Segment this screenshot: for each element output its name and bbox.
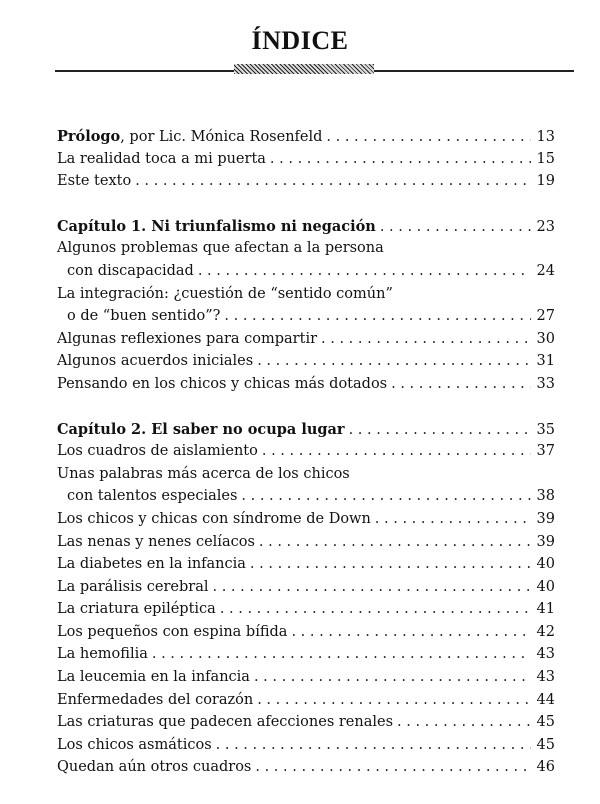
dot-leader bbox=[326, 129, 531, 145]
toc-entry[interactable] bbox=[57, 737, 555, 760]
page-number: 27 bbox=[536, 308, 555, 325]
toc-entry[interactable] bbox=[57, 624, 555, 647]
toc-entry-heading: Capítulo 1. Ni triunfalismo ni negación bbox=[57, 217, 376, 235]
dot-leader bbox=[291, 624, 531, 640]
dot-leader bbox=[375, 511, 531, 527]
toc-entry-title bbox=[57, 443, 258, 459]
toc-entry-title bbox=[57, 466, 350, 482]
page-number: 39 bbox=[536, 533, 555, 550]
toc-entry-title bbox=[57, 240, 384, 256]
toc-entry-title bbox=[57, 488, 237, 504]
toc-entry-text: con discapacidad bbox=[67, 262, 194, 279]
toc-entry-title bbox=[57, 556, 246, 572]
toc-entry-text: La hemofilia bbox=[57, 646, 148, 663]
page-number: 46 bbox=[536, 759, 555, 776]
toc-entry-text: Algunas reflexiones para compartir bbox=[57, 330, 318, 347]
toc-entry-title bbox=[57, 579, 209, 595]
toc-entry[interactable] bbox=[57, 263, 555, 286]
toc-entry[interactable] bbox=[57, 579, 555, 602]
page-title: ÍNDICE bbox=[251, 26, 349, 55]
toc-entry-title bbox=[57, 692, 253, 708]
toc-entry[interactable] bbox=[57, 692, 555, 715]
toc-entry[interactable] bbox=[57, 331, 555, 354]
toc-entry-text: La parálisis cerebral bbox=[57, 578, 209, 595]
toc-entry[interactable] bbox=[57, 714, 555, 737]
toc-entry[interactable] bbox=[57, 173, 555, 196]
toc-entry[interactable] bbox=[57, 353, 555, 376]
table-of-contents bbox=[57, 128, 555, 782]
page-number: 43 bbox=[536, 646, 555, 663]
page-number: 45 bbox=[536, 714, 555, 731]
toc-entry-title bbox=[57, 511, 371, 527]
toc-entry-title bbox=[57, 218, 376, 235]
toc-entry-title bbox=[57, 759, 251, 775]
toc-entry[interactable] bbox=[57, 128, 555, 151]
page-number: 42 bbox=[536, 623, 555, 640]
toc-entry-text: La leucemia en la infancia bbox=[57, 669, 250, 686]
toc-entry-text: Unas palabras más acerca de los chicos bbox=[57, 465, 350, 482]
toc-entry-text: Enfermedades del corazón bbox=[57, 691, 254, 708]
dot-leader bbox=[152, 646, 531, 662]
toc-entry-title bbox=[57, 353, 253, 369]
toc-entry[interactable] bbox=[57, 218, 555, 241]
dot-leader bbox=[250, 556, 531, 572]
toc-entry-text: La diabetes en la infancia bbox=[57, 556, 246, 573]
toc-entry-text: Quedan aún otros cuadros bbox=[57, 759, 252, 776]
toc-entry[interactable] bbox=[57, 534, 555, 557]
toc-entry-text: La realidad toca a mi puerta bbox=[57, 150, 266, 167]
page-number: 15 bbox=[536, 150, 555, 167]
toc-entry-text: Este texto bbox=[57, 173, 132, 190]
toc-entry[interactable] bbox=[57, 601, 555, 624]
toc-entry-text: Los chicos y chicas con síndrome de Down bbox=[57, 510, 371, 527]
toc-entry-title bbox=[57, 646, 148, 662]
toc-entry-title bbox=[57, 601, 216, 617]
dot-leader bbox=[270, 151, 531, 167]
toc-entry-title bbox=[57, 151, 266, 167]
toc-entry-text: Las nenas y nenes celíacos bbox=[57, 533, 255, 550]
toc-entry-heading: Capítulo 2. El saber no ocupa lugar bbox=[57, 420, 345, 438]
dot-leader bbox=[262, 443, 531, 459]
toc-entry[interactable] bbox=[57, 556, 555, 579]
toc-entry[interactable] bbox=[57, 646, 555, 669]
dot-leader bbox=[321, 331, 531, 347]
toc-entry-title bbox=[57, 624, 287, 640]
toc-entry[interactable] bbox=[57, 286, 555, 309]
section-gap bbox=[57, 196, 555, 218]
page-number: 43 bbox=[536, 669, 555, 686]
toc-entry-text: Pensando en los chicos y chicas más dotados bbox=[57, 375, 388, 392]
title-ornament bbox=[234, 64, 374, 74]
toc-entry-title bbox=[57, 421, 345, 438]
dot-leader bbox=[257, 353, 531, 369]
dot-leader bbox=[259, 534, 531, 550]
dot-leader bbox=[241, 488, 531, 504]
toc-entry-title bbox=[57, 128, 322, 145]
toc-entry[interactable] bbox=[57, 511, 555, 534]
page-number: 30 bbox=[536, 330, 555, 347]
toc-entry-text: La criatura epiléptica bbox=[57, 601, 216, 618]
toc-entry[interactable] bbox=[57, 669, 555, 692]
dot-leader bbox=[391, 376, 531, 392]
page-number: 19 bbox=[536, 173, 555, 190]
toc-entry-title bbox=[57, 286, 393, 302]
dot-leader bbox=[213, 579, 532, 595]
toc-entry[interactable] bbox=[57, 759, 555, 782]
page-number: 37 bbox=[536, 443, 555, 460]
toc-entry-text: Las criaturas que padecen afecciones renales bbox=[57, 714, 394, 731]
page-number: 41 bbox=[536, 601, 555, 618]
page-number: 33 bbox=[536, 375, 555, 392]
toc-entry-text: Los cuadros de aislamiento bbox=[57, 443, 258, 460]
dot-leader bbox=[349, 422, 531, 438]
page-number: 38 bbox=[536, 488, 555, 505]
toc-entry-title bbox=[57, 331, 317, 347]
page-number: 45 bbox=[536, 736, 555, 753]
page-number: 35 bbox=[536, 421, 555, 438]
toc-entry-title bbox=[57, 263, 194, 279]
toc-entry-text: Los pequeños con espina bífida bbox=[57, 623, 288, 640]
toc-entry-text: Algunos problemas que afectan a la persona bbox=[57, 240, 384, 257]
toc-entry-text: con talentos especiales bbox=[67, 488, 238, 505]
dot-leader bbox=[220, 601, 531, 617]
page-number: 23 bbox=[536, 218, 555, 235]
section-gap bbox=[57, 399, 555, 421]
toc-entry[interactable] bbox=[57, 240, 555, 263]
dot-leader bbox=[254, 669, 531, 685]
toc-entry-title bbox=[57, 308, 220, 324]
toc-entry[interactable] bbox=[57, 488, 555, 511]
dot-leader bbox=[257, 692, 531, 708]
page-number: 31 bbox=[536, 353, 555, 370]
toc-entry-title bbox=[57, 173, 131, 189]
toc-entry-text: o de “buen sentido”? bbox=[67, 308, 221, 325]
dot-leader bbox=[216, 737, 531, 753]
toc-entry[interactable] bbox=[57, 443, 555, 466]
page-number: 24 bbox=[536, 262, 555, 279]
dot-leader bbox=[135, 173, 531, 189]
toc-entry-title bbox=[57, 376, 387, 392]
dot-leader bbox=[380, 219, 531, 235]
page-number: 40 bbox=[536, 578, 555, 595]
toc-entry-text: Los chicos asmáticos bbox=[57, 736, 212, 753]
dot-leader bbox=[198, 263, 531, 279]
toc-entry-title bbox=[57, 714, 393, 730]
page-number: 40 bbox=[536, 556, 555, 573]
toc-entry-heading: Prólogo bbox=[57, 128, 121, 145]
dot-leader bbox=[255, 759, 531, 775]
dot-leader bbox=[397, 714, 531, 730]
toc-entry[interactable] bbox=[57, 376, 555, 399]
page-number: 44 bbox=[536, 691, 555, 708]
toc-entry[interactable] bbox=[57, 421, 555, 444]
toc-entry[interactable] bbox=[57, 151, 555, 174]
toc-entry[interactable] bbox=[57, 308, 555, 331]
toc-entry-text: La integración: ¿cuestión de “sentido común” bbox=[57, 285, 393, 302]
dot-leader bbox=[224, 308, 531, 324]
toc-entry-title bbox=[57, 534, 255, 550]
toc-entry-text: , por Lic. Mónica Rosenfeld bbox=[120, 129, 323, 145]
toc-entry-title bbox=[57, 737, 212, 753]
toc-entry-title bbox=[57, 669, 250, 685]
toc-entry[interactable] bbox=[57, 466, 555, 489]
page-number: 39 bbox=[536, 510, 555, 527]
page-number: 13 bbox=[536, 129, 555, 145]
toc-entry-text: Algunos acuerdos iniciales bbox=[57, 353, 254, 370]
